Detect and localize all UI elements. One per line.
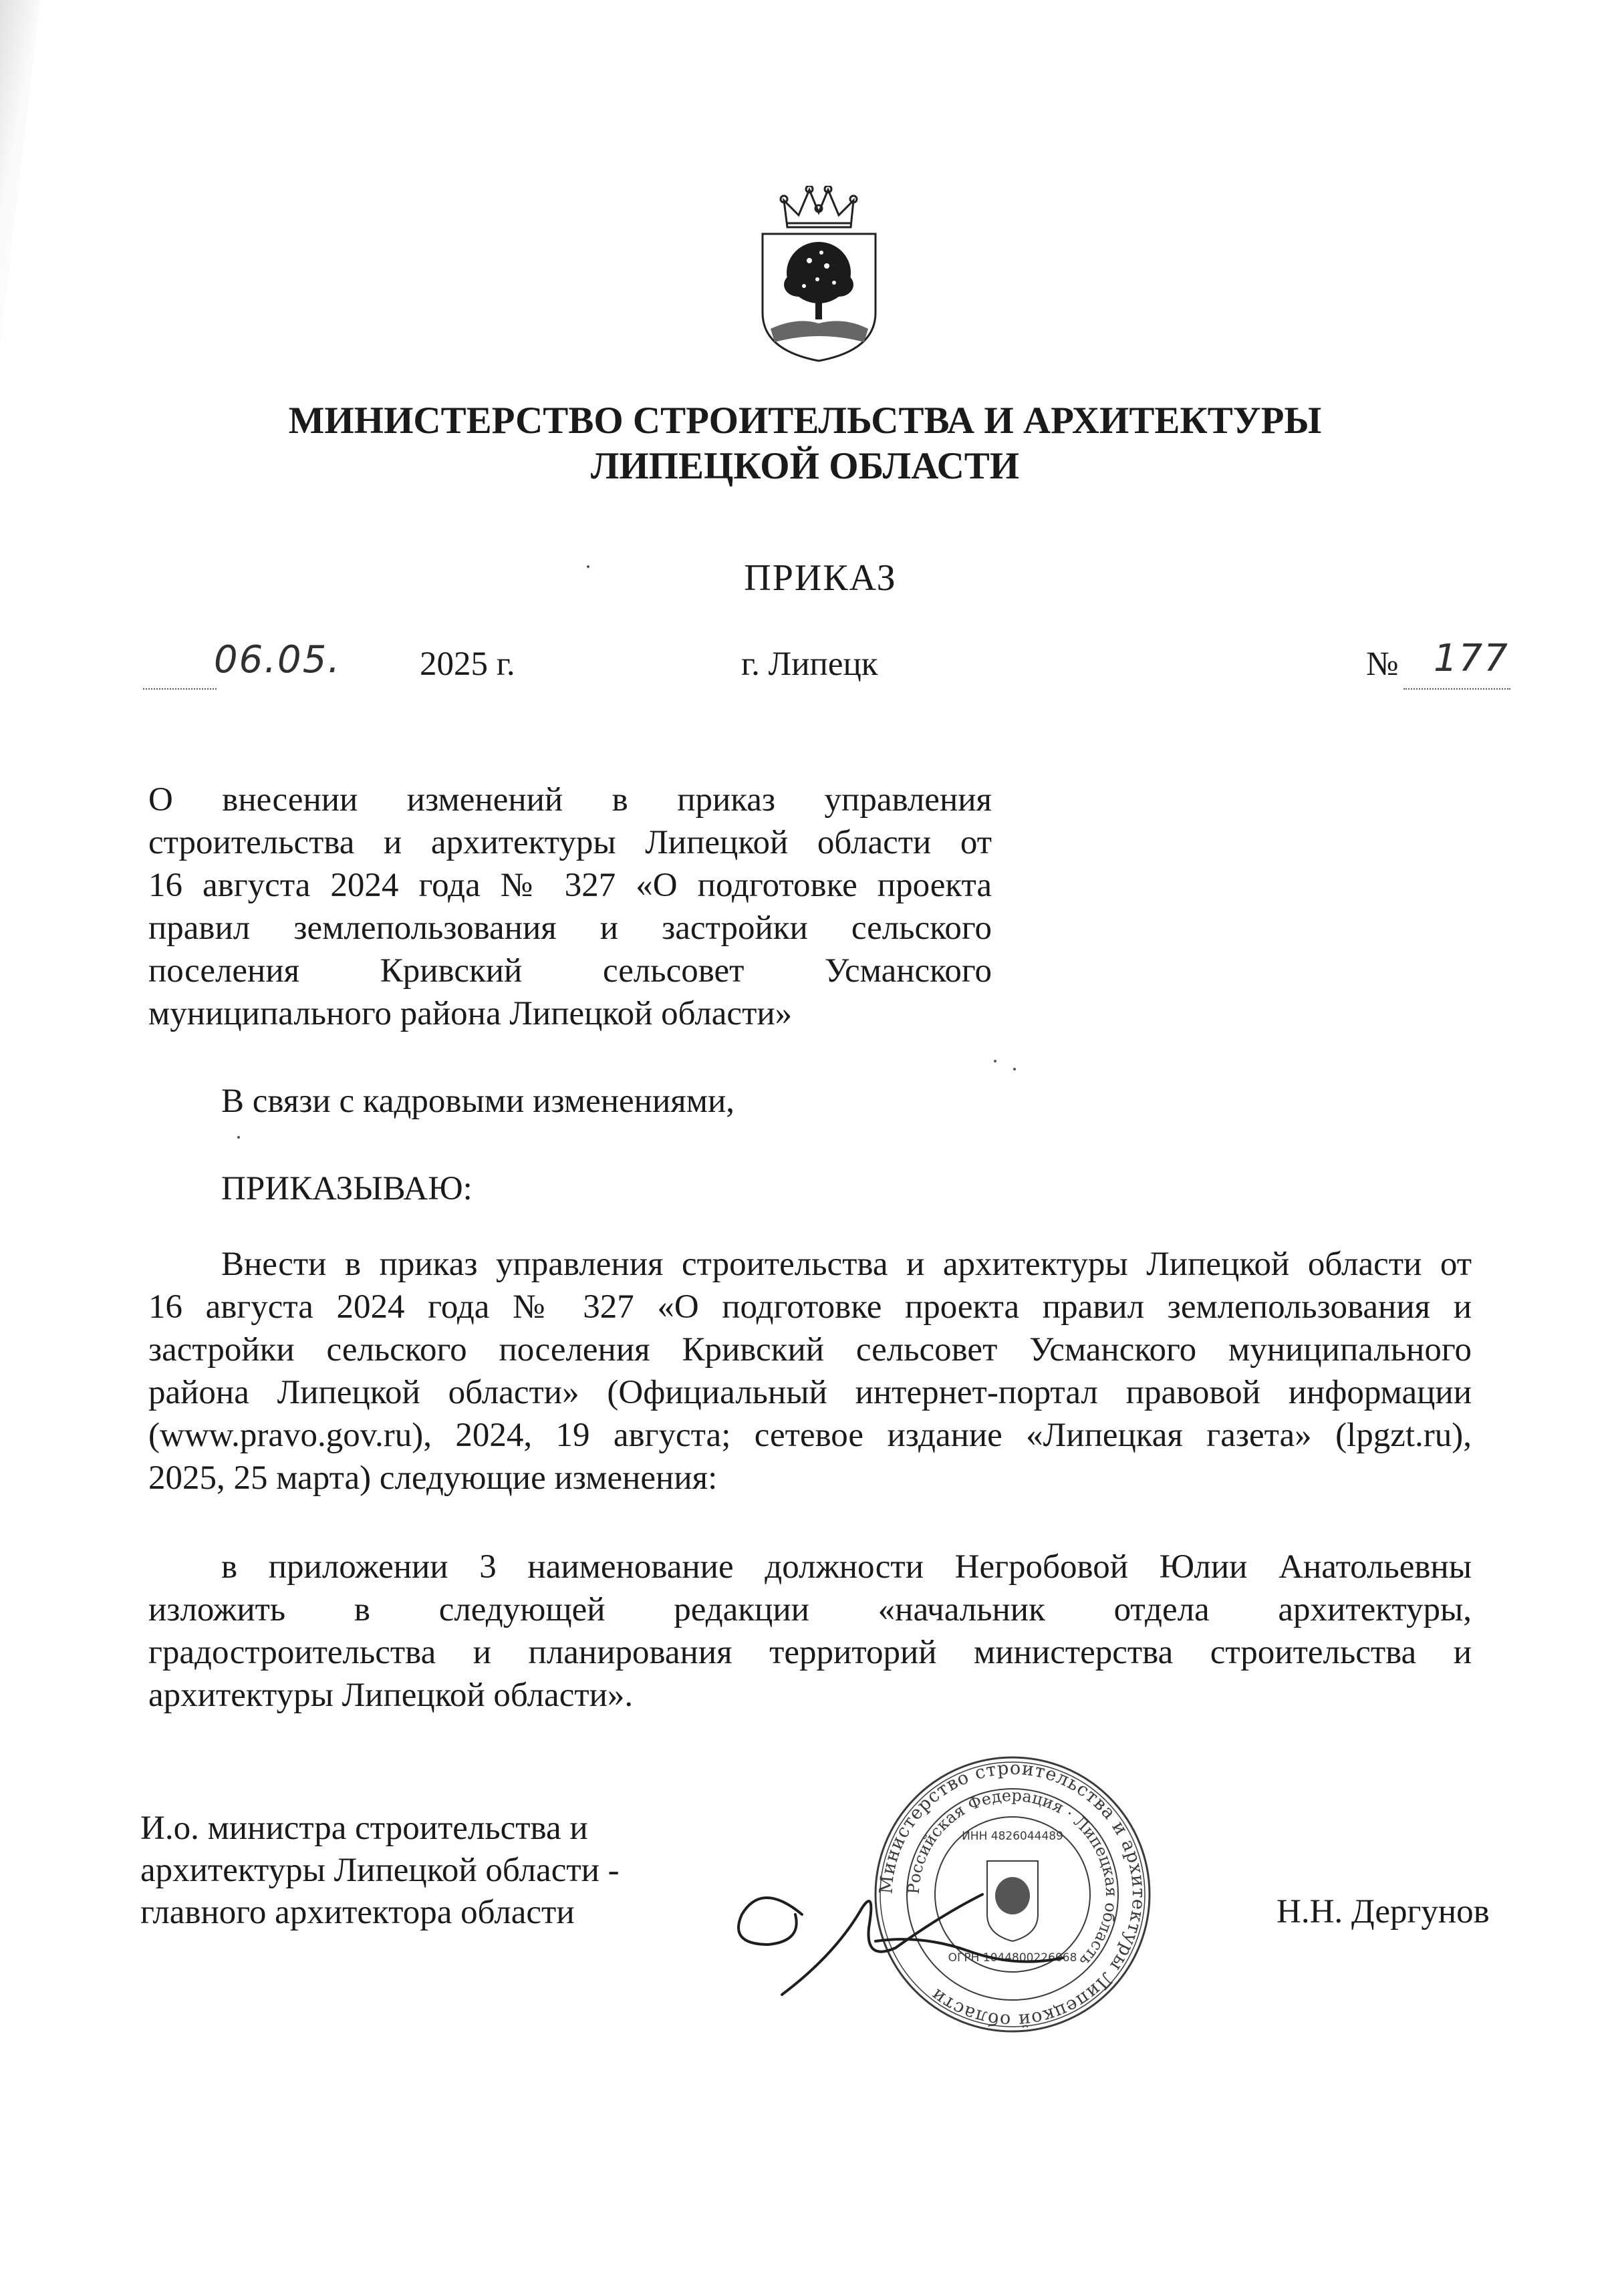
signer-position-line: И.о. министра строительства и	[140, 1810, 588, 1847]
handwritten-date: 06.05.	[214, 638, 342, 682]
number-underline	[1403, 688, 1510, 690]
signer-position-line: главного архитектора области	[140, 1894, 575, 1931]
paragraph-line: Внести в приказ управления строительства и архитектуры Липецкой области от	[221, 1246, 1472, 1283]
paragraph-line: архитектуры Липецкой области».	[148, 1677, 634, 1714]
coat-of-arms-emblem	[757, 186, 881, 365]
svg-text:Российская Федерация · Липецка: Российская Федерация · Липецкая область	[904, 1785, 1121, 1971]
handwritten-order-number: 177	[1434, 637, 1509, 680]
scan-speck	[237, 1136, 240, 1139]
subject-line: муниципального района Липецкой области»	[148, 995, 793, 1032]
reason-text: В связи с кадровыми изменениями,	[221, 1083, 735, 1120]
svg-text:ИНН 4826044489: ИНН 4826044489	[962, 1830, 1063, 1843]
paragraph-line: 16 августа 2024 года № 327 «О подготовке проекта правил землепользования и	[148, 1288, 1472, 1326]
date-underline-left	[143, 688, 217, 690]
subject-line: 16 августа 2024 года № 327 «О подготовке проекта	[148, 867, 992, 904]
paragraph-line: застройки сельского поселения Кривский сельсовет Усманского муниципального	[148, 1331, 1472, 1369]
order-paragraph-2	[148, 1546, 1472, 1717]
svg-text:Министерство строительства и а: Министерство строительства и архитектуры Липецкой области	[876, 1757, 1150, 2031]
order-subject	[148, 778, 992, 1035]
scan-speck	[994, 1060, 996, 1062]
organization-title-line2: ЛИПЕЦКОЙ ОБЛАСТИ	[590, 445, 1020, 487]
subject-line: О внесении изменений в приказ управления	[148, 781, 992, 819]
subject-line: поселения Кривский сельсовет Усманского	[148, 952, 992, 990]
document-type-heading: ПРИКАЗ	[744, 557, 897, 599]
organization-title-line1: МИНИСТЕРСТВО СТРОИТЕЛЬСТВА И АРХИТЕКТУРЫ	[288, 400, 1322, 442]
paragraph-line: (www.pravo.gov.ru), 2024, 19 августа; сетевое издание «Липецкая газета» (lpgzt.ru),	[148, 1417, 1472, 1454]
city-name: г. Липецк	[741, 645, 878, 683]
order-number-label: №	[1366, 645, 1399, 683]
paragraph-line: 2025, 25 марта) следующие изменения:	[148, 1459, 718, 1497]
scan-edge-shadow	[0, 0, 40, 347]
svg-text:ОГРН 1044800226068: ОГРН 1044800226068	[948, 1951, 1077, 1965]
organization-title	[0, 398, 1610, 489]
handwritten-signature	[702, 1834, 1076, 2001]
paragraph-line: изложить в следующей редакции «начальник отдела архитектуры,	[148, 1591, 1472, 1628]
subject-line: правил землепользования и застройки сельского	[148, 909, 992, 947]
scan-speck	[1013, 1068, 1016, 1070]
order-paragraph-1	[148, 1243, 1472, 1499]
signer-name: Н.Н. Дергунов	[1277, 1893, 1490, 1930]
order-keyword: ПРИКАЗЫВАЮ:	[221, 1170, 473, 1207]
signer-position	[140, 1808, 620, 1934]
paragraph-line: района Липецкой области» (Официальный интернет-портал правовой информации	[148, 1374, 1472, 1411]
paragraph-line: в приложении 3 наименование должности Негробовой Юлии Анатольевны	[221, 1548, 1472, 1586]
subject-line: строительства и архитектуры Липецкой области от	[148, 824, 992, 861]
scan-speck	[587, 565, 589, 568]
date-year: 2025 г.	[420, 645, 515, 683]
signer-position-line: архитектуры Липецкой области -	[140, 1852, 620, 1889]
paragraph-line: градостроительства и планирования территорий министерства строительства и	[148, 1634, 1472, 1671]
